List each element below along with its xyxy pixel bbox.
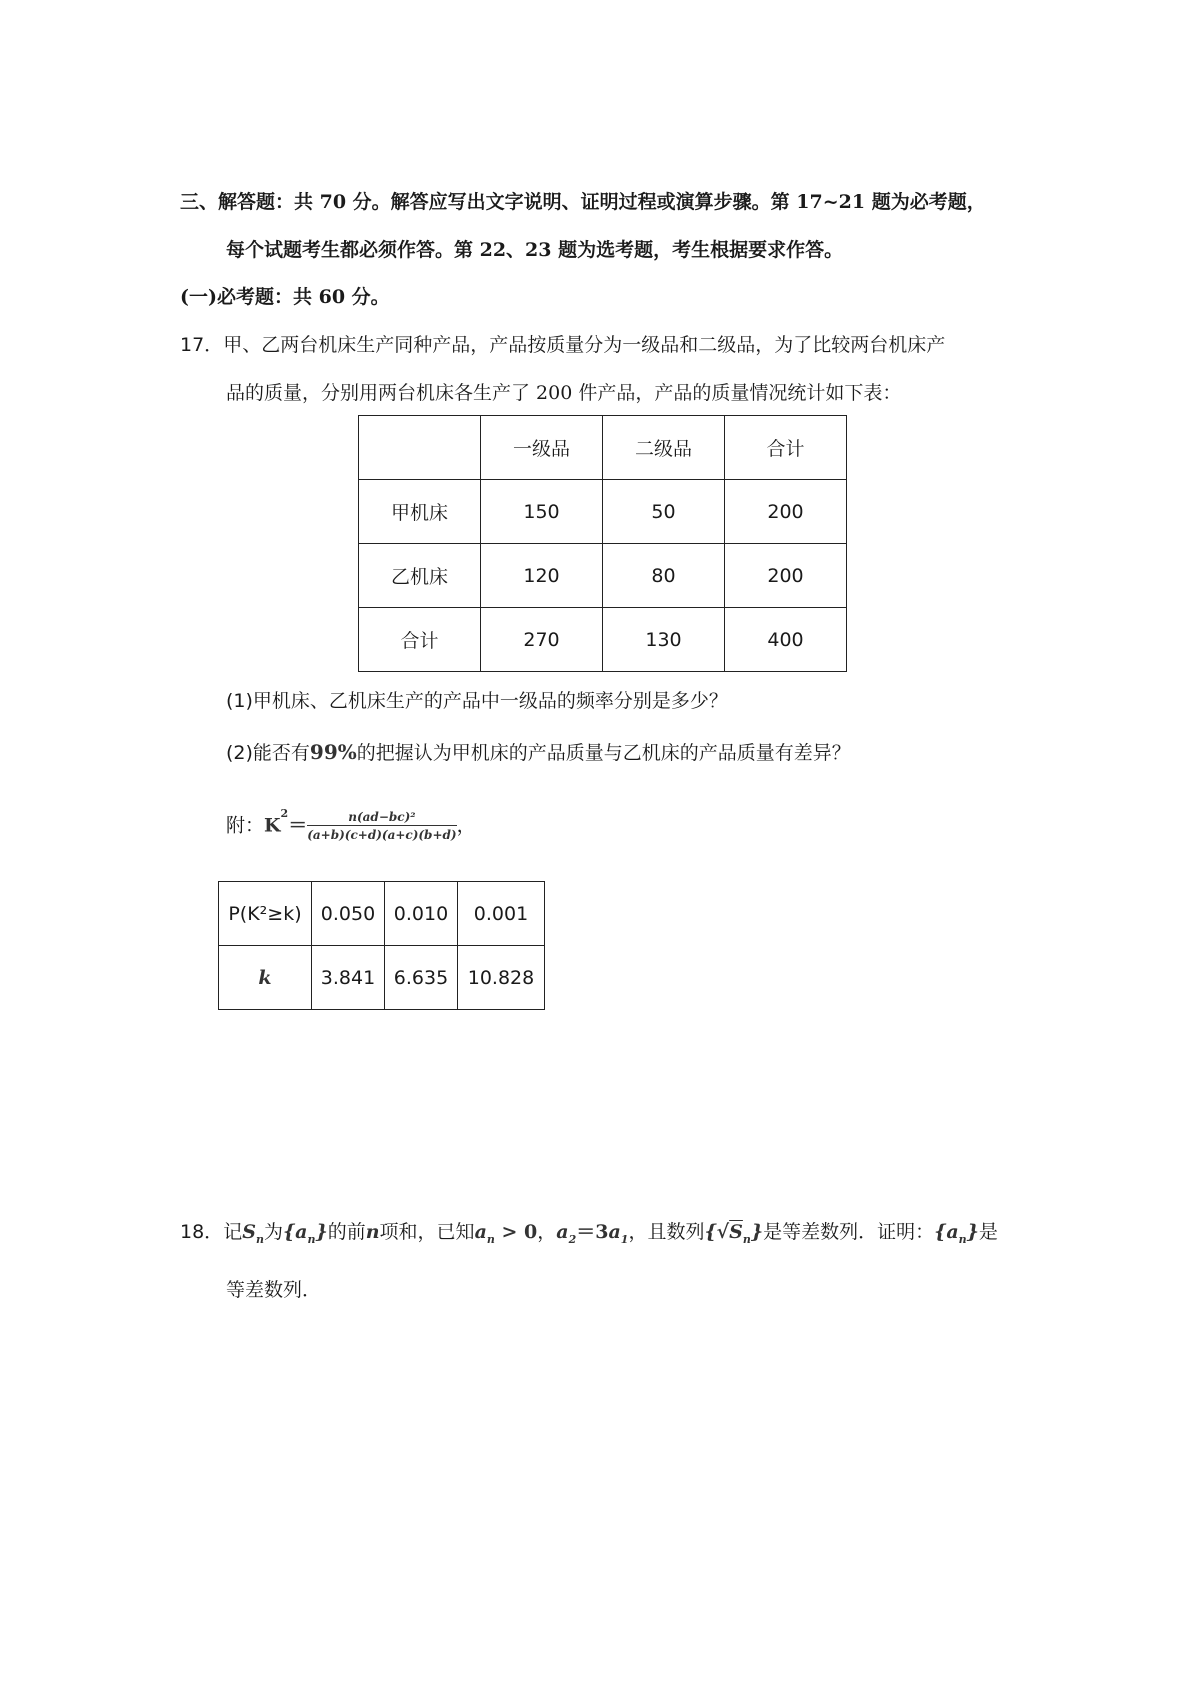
text: 是 [978,1221,998,1243]
question-17-part-2 [226,742,851,763]
question-18-stem-cont: 等差数列． [226,1279,322,1301]
question-number: 17． [180,334,224,356]
question-17-part-1 [226,692,728,711]
section-heading: 三、解答题：共 70 分。解答应写出文字说明、证明过程或演算步骤。第 17~21 题为必考题， [180,191,986,213]
math-subscript: n [486,1232,495,1246]
table-cell: 120 [481,544,603,608]
formula-fraction [307,810,456,843]
math-subscript: n [742,1232,751,1246]
math-symbol: {a [934,1221,959,1243]
question-17-stem-cont: 品的质量，分别用两台机床各生产了 200 件产品，产品的质量情况统计如下表： [226,382,902,404]
table-cell: 合计 [725,416,847,480]
text: 项和，已知 [379,1221,475,1243]
percent-99: 99% [309,740,357,764]
text: 是等差数列．证明： [763,1221,935,1243]
math-symbol: } [750,1221,764,1243]
formula-equals: ＝ [288,814,308,837]
math-symbol: {a [282,1221,308,1243]
math-symbol: a [474,1221,487,1243]
table-row [359,480,847,544]
table-cell: 150 [481,480,603,544]
table-cell: 6.635 [385,946,458,1010]
subheading: (一)必考题：共 60 分。 [180,286,390,308]
math-symbol: S [242,1221,256,1243]
table-row [359,544,847,608]
math-symbol: a [556,1221,569,1243]
critical-value-table [218,881,545,1010]
math-subscript: n [307,1232,316,1246]
table-cell: 合计 [359,608,481,672]
part-2-suffix: 的把握认为甲机床的产品质量与乙机床的产品质量有差异？ [356,742,851,764]
part-2-prefix: (2)能否有 [226,742,310,764]
table-cell: 0.001 [458,882,545,946]
math-subscript: 1 [620,1232,629,1246]
table-cell: k [219,946,312,1010]
table-cell: 一级品 [481,416,603,480]
math-an-sequence [934,1221,979,1246]
math-subscript: n [255,1232,264,1246]
table-cell: P(K²≥k) [219,882,312,946]
math-symbol: {√ [704,1221,730,1243]
text: ， [537,1221,557,1243]
math-subscript: n [958,1232,967,1246]
math-a1 [608,1221,629,1246]
math-subscript: 2 [568,1232,577,1246]
formula-comma: ， [456,814,476,837]
text: 为 [263,1221,283,1243]
table-cell: 200 [725,544,847,608]
table-cell: 0.010 [385,882,458,946]
math-gt-zero: > 0 [494,1221,538,1243]
table-row [219,882,545,946]
part-1-text: (1)甲机床、乙机床生产的产品中一级品的频率分别是多少？ [226,690,728,712]
appendix-label: 附： [226,814,265,837]
question-17-stem [180,336,945,355]
math-symbol: } [315,1221,328,1243]
table-cell: 50 [603,480,725,544]
question-18-stem [180,1223,998,1245]
math-a2 [556,1221,577,1246]
math-sqrt-sn-sequence [704,1221,764,1246]
text: ，且数列 [628,1221,705,1243]
table-header-row [359,416,847,480]
math-an-positive [474,1221,495,1246]
formula-numerator: n(ad−bc)² [307,810,456,826]
table-cell: 130 [603,608,725,672]
formula-denominator: (a+b)(c+d)(a+c)(b+d) [307,828,457,842]
math-equals-3: ＝3 [576,1221,609,1243]
table-cell: 甲机床 [359,480,481,544]
math-sn [242,1221,264,1246]
stem-text: 甲、乙两台机床生产同种产品，产品按质量分为一级品和二级品，为了比较两台机床产 [223,334,946,356]
quality-table [358,415,847,672]
table-row [219,946,545,1010]
appendix-formula [226,808,476,842]
table-cell: 3.841 [312,946,385,1010]
text: 记 [223,1221,243,1243]
table-cell: 二级品 [603,416,725,480]
table-cell: 0.050 [312,882,385,946]
text: 的前 [327,1221,366,1243]
table-cell [359,416,481,480]
math-symbol: } [966,1221,979,1243]
section-heading-cont: 每个试题考生都必须作答。第 22、23 题为选考题，考生根据要求作答。 [226,239,844,261]
math-an-sequence [282,1221,328,1246]
table-cell: 10.828 [458,946,545,1010]
question-number: 18． [180,1221,224,1243]
table-cell: 乙机床 [359,544,481,608]
table-cell: 400 [725,608,847,672]
math-symbol: S [729,1221,743,1243]
math-n: n [365,1221,380,1243]
table-cell: 200 [725,480,847,544]
table-row [359,608,847,672]
table-cell: 270 [481,608,603,672]
formula-k-exponent: 2 [280,807,289,820]
math-symbol: a [608,1221,621,1243]
table-cell: 80 [603,544,725,608]
formula-k: K [264,814,281,837]
